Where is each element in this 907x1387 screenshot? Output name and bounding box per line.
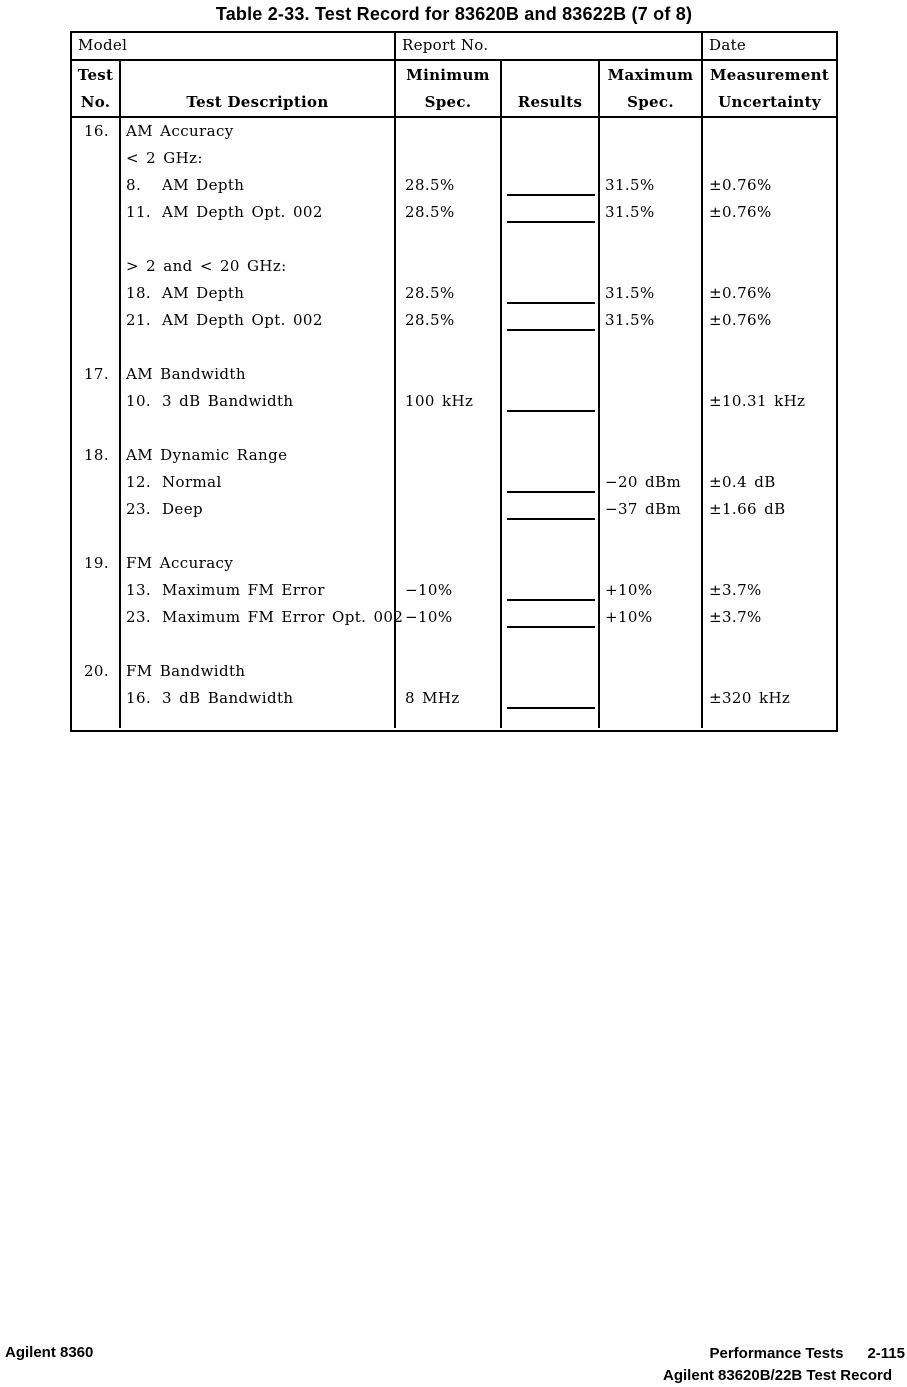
description-cell <box>121 199 396 226</box>
results-cell <box>502 469 600 496</box>
form-header-row <box>72 33 836 61</box>
minimum-spec-cell <box>396 253 502 280</box>
uncertainty-cell: ±0.76% <box>709 284 772 302</box>
column-header-description <box>121 61 396 116</box>
test-number-cell: 16. <box>83 122 110 140</box>
results-cell <box>502 388 600 415</box>
minimum-spec-cell: 28.5% <box>405 203 455 221</box>
maximum-spec-cell <box>600 442 703 469</box>
description-cell <box>121 172 396 199</box>
results-cell <box>502 550 600 577</box>
item-number: 23. <box>126 500 152 518</box>
minimum-spec-cell <box>396 361 502 388</box>
table-row <box>72 280 836 307</box>
test-number-cell <box>72 172 121 199</box>
uncertainty-cell <box>703 361 836 388</box>
maximum-spec-cell <box>600 415 703 442</box>
date-field: Date <box>709 36 747 54</box>
header-maximum: Maximum <box>607 65 694 84</box>
results-cell <box>502 118 600 145</box>
description-text: > 2 and < 20 GHz: <box>126 257 287 275</box>
uncertainty-cell: ±1.66 dB <box>709 500 786 518</box>
minimum-spec-cell <box>396 496 502 523</box>
table-row <box>72 415 836 442</box>
maximum-spec-cell <box>600 145 703 172</box>
uncertainty-cell: ±0.76% <box>709 176 772 194</box>
minimum-spec-cell <box>396 145 502 172</box>
description-text: FM Bandwidth <box>126 662 246 680</box>
maximum-spec-cell <box>600 388 703 415</box>
maximum-spec-cell <box>600 361 703 388</box>
item-number: 21. <box>126 311 152 329</box>
maximum-spec-cell <box>600 226 703 253</box>
minimum-spec-cell: −10% <box>405 581 453 599</box>
results-cell <box>502 199 600 226</box>
results-cell <box>502 496 600 523</box>
minimum-spec-cell <box>396 442 502 469</box>
footer-record-title: Agilent 83620B/22B Test Record <box>663 1367 892 1384</box>
test-number-cell <box>72 280 121 307</box>
description-cell <box>121 631 396 658</box>
maximum-spec-cell: −37 dBm <box>605 500 682 518</box>
item-number: 16. <box>126 689 152 707</box>
result-blank-line[interactable] <box>507 599 595 601</box>
table-row <box>72 172 836 199</box>
description-cell <box>121 685 396 712</box>
description-text: AM Dynamic Range <box>126 446 288 464</box>
column-header-row <box>72 61 836 118</box>
table-body-rows <box>72 118 836 712</box>
test-number-cell <box>72 145 121 172</box>
description-cell <box>121 334 396 361</box>
table-row <box>72 334 836 361</box>
maximum-spec-cell <box>600 658 703 685</box>
item-number: 12. <box>126 473 152 491</box>
test-number-cell: 17. <box>83 365 110 383</box>
results-cell <box>502 685 600 712</box>
minimum-spec-cell: 28.5% <box>405 176 455 194</box>
results-cell <box>502 307 600 334</box>
result-blank-line[interactable] <box>507 518 595 520</box>
minimum-spec-cell: 100 kHz <box>405 392 474 410</box>
test-number-cell: 18. <box>83 446 110 464</box>
minimum-spec-cell: −10% <box>405 608 453 626</box>
column-header-uncertainty <box>703 61 836 116</box>
result-blank-line[interactable] <box>507 707 595 709</box>
maximum-spec-cell: 31.5% <box>605 284 655 302</box>
description-cell <box>121 577 396 604</box>
uncertainty-cell: ±320 kHz <box>709 689 791 707</box>
table-row <box>72 253 836 280</box>
description-cell <box>121 307 396 334</box>
description-cell <box>121 361 396 388</box>
result-blank-line[interactable] <box>507 221 595 223</box>
minimum-spec-cell <box>396 631 502 658</box>
description-text: < 2 GHz: <box>126 149 203 167</box>
results-cell <box>502 361 600 388</box>
description-cell <box>121 226 396 253</box>
description-cell <box>121 469 396 496</box>
header-test: Test <box>77 65 114 84</box>
maximum-spec-cell: +10% <box>605 608 653 626</box>
results-cell <box>502 145 600 172</box>
description-text: Maximum FM Error Opt. 002 <box>162 608 404 626</box>
maximum-spec-cell <box>600 253 703 280</box>
column-header-results <box>502 61 600 116</box>
description-cell <box>121 442 396 469</box>
uncertainty-cell <box>703 334 836 361</box>
item-number: 13. <box>126 581 152 599</box>
maximum-spec-cell: −20 dBm <box>605 473 682 491</box>
maximum-spec-cell: 31.5% <box>605 203 655 221</box>
test-record-table <box>70 31 838 732</box>
test-number-cell <box>72 685 121 712</box>
description-cell <box>121 145 396 172</box>
minimum-spec-cell <box>396 658 502 685</box>
result-blank-line[interactable] <box>507 626 595 628</box>
maximum-spec-cell: 31.5% <box>605 176 655 194</box>
header-no: No. <box>80 92 111 111</box>
results-cell <box>502 172 600 199</box>
results-cell <box>502 604 600 631</box>
header-uncertainty: Uncertainty <box>718 92 821 111</box>
minimum-spec-cell <box>396 334 502 361</box>
results-cell <box>502 658 600 685</box>
test-number-cell <box>72 496 121 523</box>
table-row <box>72 118 836 145</box>
results-cell <box>502 442 600 469</box>
table-row <box>72 307 836 334</box>
header-test-description: Test Description <box>186 92 329 111</box>
maximum-spec-cell <box>600 334 703 361</box>
footer-chapter-line <box>663 1343 905 1365</box>
table-row <box>72 496 836 523</box>
model-field: Model <box>72 33 396 59</box>
table-row <box>72 442 836 469</box>
uncertainty-cell <box>703 550 836 577</box>
footer-right-block <box>663 1343 905 1387</box>
item-number: 11. <box>126 203 152 221</box>
results-cell <box>502 253 600 280</box>
test-number-cell <box>72 388 121 415</box>
result-blank-line[interactable] <box>507 194 595 196</box>
test-number-cell: 20. <box>83 662 110 680</box>
uncertainty-cell: ±0.4 dB <box>709 473 776 491</box>
test-number-cell: 19. <box>83 554 110 572</box>
test-number-cell <box>72 334 121 361</box>
description-text: 3 dB Bandwidth <box>162 392 294 410</box>
table-row <box>72 145 836 172</box>
table-row <box>72 469 836 496</box>
description-text: AM Depth <box>162 176 245 194</box>
description-text: Normal <box>162 473 222 491</box>
description-cell <box>121 496 396 523</box>
minimum-spec-cell: 28.5% <box>405 311 455 329</box>
results-cell <box>502 631 600 658</box>
maximum-spec-cell <box>600 685 703 712</box>
results-cell <box>502 523 600 550</box>
minimum-spec-cell <box>396 469 502 496</box>
uncertainty-cell <box>703 253 836 280</box>
table-body <box>72 118 836 728</box>
maximum-spec-cell <box>600 523 703 550</box>
description-cell <box>121 280 396 307</box>
description-text: FM Accuracy <box>126 554 234 572</box>
maximum-spec-cell <box>600 550 703 577</box>
table-title: Table 2-33. Test Record for 83620B and 83622B (7 of 8) <box>215 4 693 24</box>
description-cell <box>121 604 404 631</box>
description-text: AM Bandwidth <box>126 365 246 383</box>
header-min-spec: Spec. <box>424 92 472 111</box>
item-number: 23. <box>126 608 152 626</box>
description-text: Maximum FM Error <box>162 581 325 599</box>
uncertainty-cell <box>703 415 836 442</box>
test-number-cell <box>72 253 121 280</box>
uncertainty-cell <box>703 631 836 658</box>
minimum-spec-cell <box>396 550 502 577</box>
uncertainty-cell: ±3.7% <box>709 608 762 626</box>
description-cell <box>121 388 396 415</box>
table-row <box>72 226 836 253</box>
report-no-field: Report No. <box>396 33 703 59</box>
result-blank-line[interactable] <box>507 329 595 331</box>
item-number: 18. <box>126 284 152 302</box>
test-number-cell <box>72 469 121 496</box>
column-header-minimum-spec <box>396 61 502 116</box>
description-text: AM Depth <box>162 284 245 302</box>
table-row <box>72 550 836 577</box>
column-header-test-no <box>72 61 121 116</box>
uncertainty-cell <box>703 226 836 253</box>
test-number-cell <box>72 577 121 604</box>
uncertainty-cell: ±0.76% <box>709 311 772 329</box>
footer-chapter: Performance Tests <box>709 1345 844 1362</box>
description-cell <box>121 415 396 442</box>
description-cell <box>121 658 396 685</box>
maximum-spec-cell <box>600 631 703 658</box>
table-row <box>72 199 836 226</box>
results-cell <box>502 226 600 253</box>
table-row <box>72 361 836 388</box>
description-cell <box>121 550 396 577</box>
table-row <box>72 658 836 685</box>
minimum-spec-cell <box>396 415 502 442</box>
test-number-cell <box>72 226 121 253</box>
result-blank-line[interactable] <box>507 491 595 493</box>
table-row <box>72 523 836 550</box>
results-cell <box>502 577 600 604</box>
test-number-cell <box>72 199 121 226</box>
uncertainty-cell: ±3.7% <box>709 581 762 599</box>
item-number: 10. <box>126 392 152 410</box>
uncertainty-cell: ±0.76% <box>709 203 772 221</box>
uncertainty-cell <box>703 523 836 550</box>
column-header-maximum-spec <box>600 61 703 116</box>
results-cell <box>502 280 600 307</box>
result-blank-line[interactable] <box>507 302 595 304</box>
result-blank-line[interactable] <box>507 410 595 412</box>
uncertainty-cell <box>703 442 836 469</box>
minimum-spec-cell: 8 MHz <box>405 689 460 707</box>
description-cell <box>121 118 396 145</box>
maximum-spec-cell: 31.5% <box>605 311 655 329</box>
test-number-cell <box>72 604 121 631</box>
description-text: Deep <box>162 500 203 518</box>
table-row <box>72 604 836 631</box>
table-row <box>72 685 836 712</box>
item-number: 8. <box>126 176 142 194</box>
test-number-cell <box>72 307 121 334</box>
test-number-cell <box>72 631 121 658</box>
description-cell <box>121 253 396 280</box>
minimum-spec-cell <box>396 226 502 253</box>
description-text: AM Depth Opt. 002 <box>162 311 323 329</box>
header-measurement: Measurement <box>709 65 830 84</box>
test-number-cell <box>72 415 121 442</box>
test-number-cell <box>72 523 121 550</box>
description-cell <box>121 523 396 550</box>
uncertainty-cell <box>703 145 836 172</box>
description-text: AM Depth Opt. 002 <box>162 203 323 221</box>
maximum-spec-cell <box>600 118 703 145</box>
footer-page-number: 2-115 <box>867 1345 905 1362</box>
minimum-spec-cell <box>396 118 502 145</box>
minimum-spec-cell: 28.5% <box>405 284 455 302</box>
header-minimum: Minimum <box>406 65 490 84</box>
table-row <box>72 631 836 658</box>
header-max-spec: Spec. <box>627 92 674 111</box>
results-cell <box>502 334 600 361</box>
uncertainty-cell <box>703 658 836 685</box>
uncertainty-cell <box>703 118 836 145</box>
results-cell <box>502 415 600 442</box>
footer-product: Agilent 8360 <box>5 1344 94 1361</box>
minimum-spec-cell <box>396 523 502 550</box>
maximum-spec-cell: +10% <box>605 581 653 599</box>
uncertainty-cell: ±10.31 kHz <box>709 392 806 410</box>
table-row <box>72 388 836 415</box>
description-text: 3 dB Bandwidth <box>162 689 294 707</box>
description-text: AM Accuracy <box>126 122 234 140</box>
header-results: Results <box>517 92 583 111</box>
table-row <box>72 577 836 604</box>
